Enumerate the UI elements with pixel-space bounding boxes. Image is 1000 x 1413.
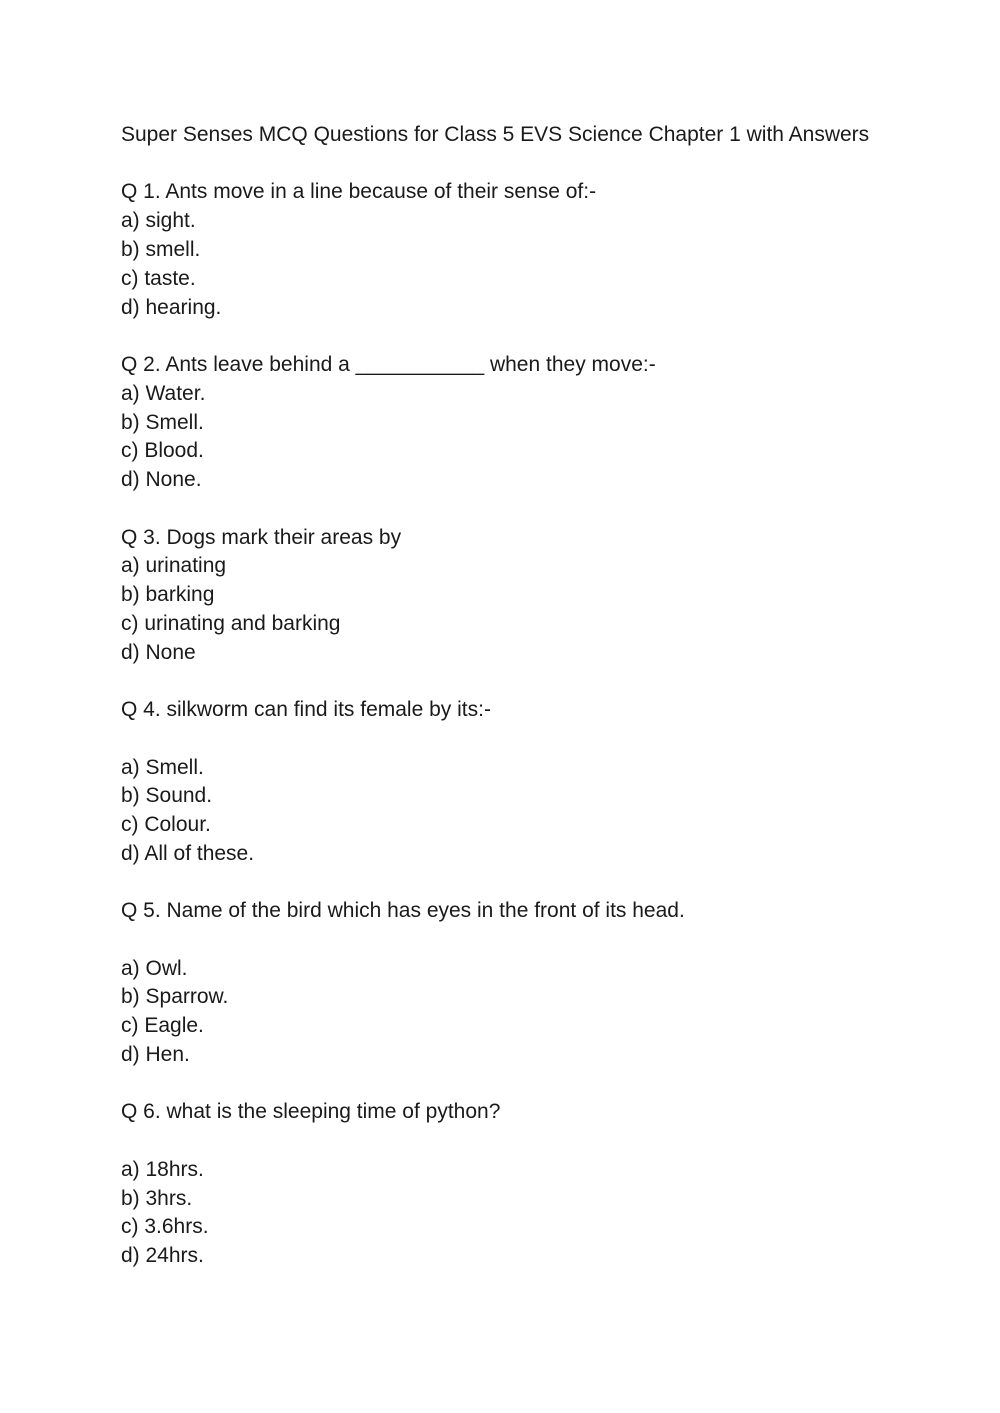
- worksheet-page: [121, 121, 941, 1271]
- option-d: d) None.: [121, 468, 202, 492]
- option-c: c) Colour.: [121, 813, 211, 837]
- option-c: c) Blood.: [121, 439, 204, 463]
- spacer: [121, 322, 941, 351]
- option-b: b) 3hrs.: [121, 1186, 193, 1210]
- question-text: Q 4. silkworm can find its female by its:-: [121, 698, 491, 722]
- question-1: [121, 178, 941, 322]
- question-2: [121, 351, 941, 495]
- question-5: [121, 897, 941, 1070]
- spacer: [121, 725, 941, 754]
- question-text: Q 2. Ants leave behind a ___________ when they move:-: [121, 352, 656, 376]
- spacer: [121, 1127, 941, 1156]
- option-a: a) Owl.: [121, 956, 188, 980]
- spacer: [121, 495, 941, 524]
- option-d: d) 24hrs.: [121, 1244, 204, 1268]
- option-d: d) Hen.: [121, 1043, 190, 1067]
- option-d: d) None: [121, 640, 196, 664]
- spacer: [121, 869, 941, 898]
- question-4: [121, 696, 941, 869]
- question-text: Q 3. Dogs mark their areas by: [121, 525, 402, 549]
- option-c: c) 3.6hrs.: [121, 1215, 209, 1239]
- spacer: [121, 1070, 941, 1099]
- option-a: a) sight.: [121, 209, 196, 233]
- option-b: b) Sparrow.: [121, 985, 229, 1009]
- option-b: b) smell.: [121, 237, 201, 261]
- option-c: c) Eagle.: [121, 1014, 204, 1038]
- question-6: [121, 1098, 941, 1271]
- question-text: Q 6. what is the sleeping time of python?: [121, 1100, 501, 1124]
- question-text: Q 1. Ants move in a line because of their sense of:-: [121, 180, 597, 204]
- spacer: [121, 150, 941, 179]
- page-title: Super Senses MCQ Questions for Class 5 EVS Science Chapter 1 with Answers: [121, 123, 870, 146]
- option-a: a) Water.: [121, 381, 206, 405]
- option-a: a) Smell.: [121, 755, 204, 779]
- option-b: b) barking: [121, 583, 215, 607]
- spacer: [121, 926, 941, 955]
- option-d: d) All of these.: [121, 841, 255, 865]
- question-3: [121, 524, 941, 668]
- option-c: c) urinating and barking: [121, 611, 341, 635]
- question-text: Q 5. Name of the bird which has eyes in the front of its head.: [121, 899, 685, 923]
- option-a: a) 18hrs.: [121, 1157, 204, 1181]
- option-b: b) Sound.: [121, 784, 213, 808]
- option-c: c) taste.: [121, 266, 196, 290]
- spacer: [121, 668, 941, 697]
- option-b: b) Smell.: [121, 410, 204, 434]
- option-a: a) urinating: [121, 554, 227, 578]
- option-d: d) hearing.: [121, 295, 222, 319]
